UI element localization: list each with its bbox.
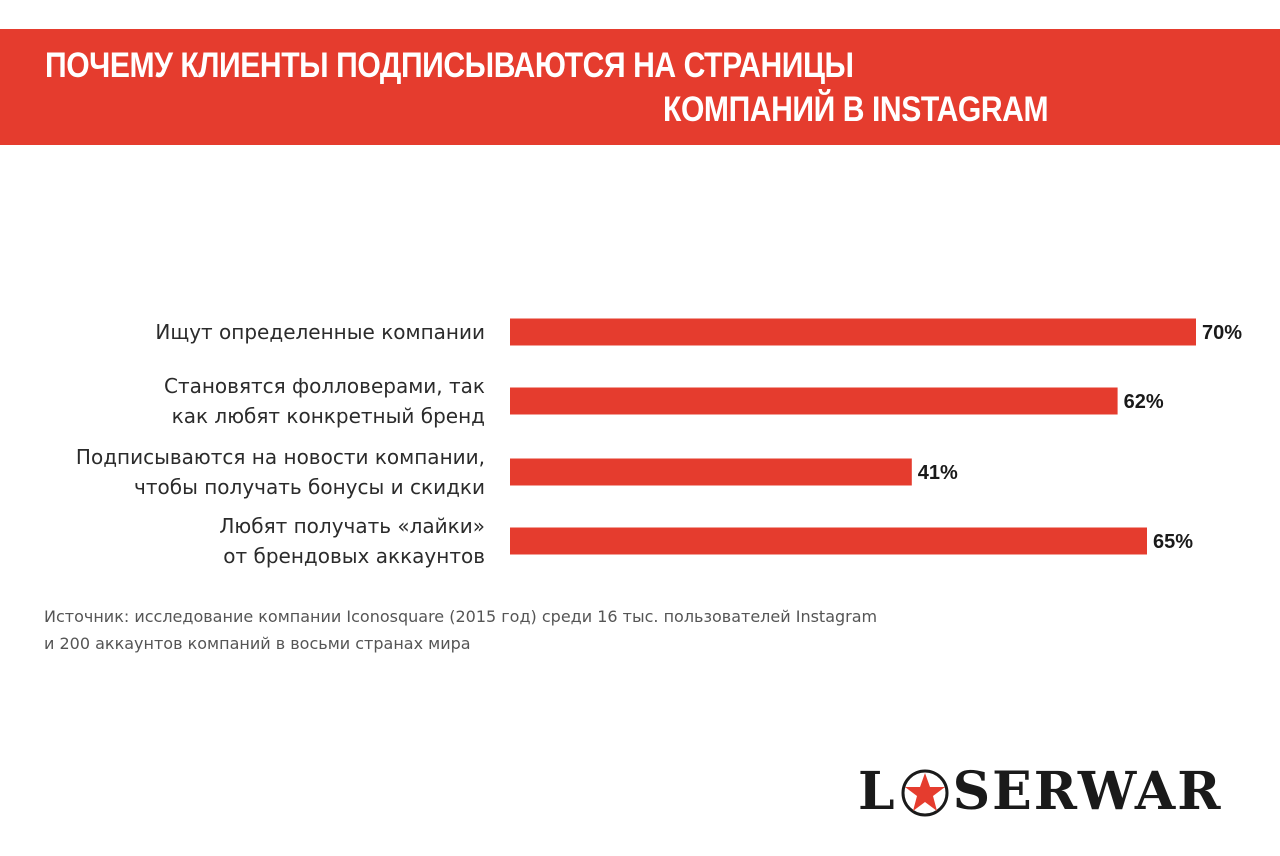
- category-label-2-line-1: Становятся фолловерами, так: [163, 374, 485, 398]
- source-line-2: и 200 аккаунтов компаний в восьми странах мира: [44, 634, 471, 653]
- bar-3: [510, 459, 912, 486]
- laserwar-logo: [858, 762, 1222, 822]
- value-label-1: 70%: [1202, 322, 1243, 344]
- source-line-1: Источник: исследование компании Iconosquare (2015 год) среди 16 тыс. пользователей Instagram: [44, 607, 878, 626]
- value-label-4: 65%: [1153, 531, 1194, 553]
- source-note: [44, 603, 877, 657]
- bar-4: [510, 528, 1147, 555]
- category-label-2-line-2: как любят конкретный бренд: [171, 404, 485, 428]
- logo-text-right: SERWAR: [952, 761, 1223, 822]
- category-label-4-line-2: от брендовых аккаунтов: [223, 544, 485, 568]
- category-label-3-line-1: Подписываются на новости компании,: [75, 445, 485, 469]
- value-label-2: 62%: [1123, 391, 1164, 413]
- category-label-3-line-2: чтобы получать бонусы и скидки: [134, 475, 485, 499]
- chart-title-line-2: КОМПАНИЙ В INSTAGRAM: [663, 90, 1049, 129]
- category-label-1-line-1: Ищут определенные компании: [155, 320, 485, 344]
- bar-2: [510, 388, 1118, 415]
- chart-title-line-1: ПОЧЕМУ КЛИЕНТЫ ПОДПИСЫВАЮТСЯ НА СТРАНИЦЫ: [45, 46, 854, 85]
- bar-1: [510, 319, 1196, 346]
- category-label-4-line-1: Любят получать «лайки»: [219, 514, 485, 538]
- star-icon: [901, 766, 949, 818]
- value-label-3: 41%: [917, 462, 958, 484]
- logo-text-left: L: [858, 761, 897, 822]
